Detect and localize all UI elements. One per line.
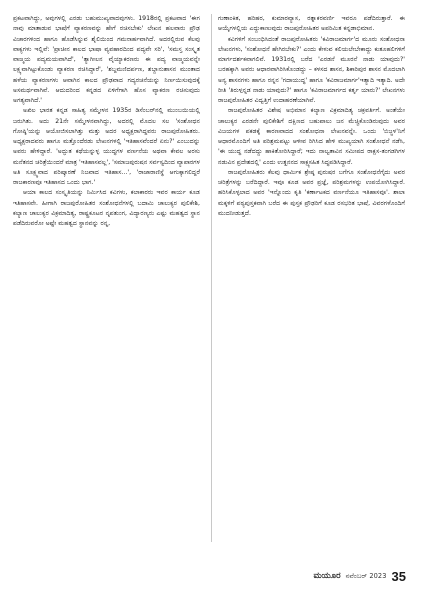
paragraph: ರಾಜಪುರೋಹಿತರು ಕೆಲವು ಧಾರ್ಮಿಕ ಶ್ರೇಷ್ಠ ಪುರುಷರ ಬಗೆಗೂ ಸಂಶೋಧನೆಗೈದು ಅವರ ಚರಿತ್ರೆಗಳನ್ನು ಬರೆದಿದ್ದಾರೆ. ಇವೂ ಕೂಡ ಅವರ ಪ್ರಜ್ಞೆ, ಪರಿಶ್ರಮಗಳನ್ನು ಉಪಯೋಗಿಸಿದ್ದಾರೆ. ಹರಿಸಿಕೊಳ್ಳಲಾದ ಅವರ 'ಇನ್ನೊಂದು ಕೃತಿ 'ಕರ್ಣಾಟಕದ ವರ್ಣನೆಯೂ ಇತಿಹಾಸವೂ'. ಶಾಲಾ ಮಕ್ಕಳಿಗೆ ಪಠ್ಯಪುಸ್ತಕವಾಗಿ ಬರೆದ ಈ ಪುಸ್ತಕ ಪ್ರೌಢರಿಗೆ ಕೂಡ ರಸಭರಿತ ಭಾಷೆ, ವಿವರಗಳೊಂದಿಗೆ ಮುದನೀಡುತ್ತದೆ. (218, 168, 405, 217)
paragraph: ಅಖಿಲ ಭಾರತ ಕನ್ನಡ ಸಾಹಿತ್ಯ ಸಮ್ಮೇಳನ 1935ರ ಡಿಸೆಂಬರ್‌ನಲ್ಲಿ ಮುಂಬಯಿಯಲ್ಲಿ ಜರುಗಿತು. ಅದು 21ನೇ ಸಮ್ಮೇಳನವಾಗಿದ್ದು, ಅದರಲ್ಲಿ ಮೊದಲ ಸಲ 'ಸಂಶೋಧನ ಗೋಷ್ಠಿ'ಯನ್ನು ಆಯೋಜಿಸಲಾಗಿತ್ತು ಮತ್ತು ಅದರ ಅಧ್ಯಕ್ಷರಾಗಿದ್ದವರು ರಾಜಪುರೋಹಿತರು. ಅಧ್ಯಕ್ಷರಾದವರು ಹಾಗೂ ಮತ್ತೊಂದೆರಡು ಲೇಖನಗಳಲ್ಲಿ 'ಇತಿಹಾಸವೆಂದರೆ ಏನು?' ಎಂಬುದನ್ನು ಅವರು ಹೇಳಿದ್ದಾರೆ. 'ಅದ್ಭುತ ಕಥೆಯನ್ನುಳ್ಳ ಯುದ್ಧಗಳ ವರ್ಣನೆಯ ಅಥವಾ ಕೇವಲ ಅರಸು ಮನೆತನದ ಚರಿತ್ರೆಯಿಂದರೆ ಮಾತ್ರ 'ಇತಿಹಾಸವಲ್ಲ', 'ಸಮಾಜಪುರುಷನ ಸರ್ವಸ್ವದಿಂದ ವ್ಯಾಪಾರಗಳ ಅತಿ ಸೂಕ್ಷ್ಮವಾದ ಪರಿಷ್ಕಾರಣೆ ನಿಜವಾದ ಇತಿಹಾಸ...', 'ರಾಜಾರಾಣಿಸ್ಥೆ ಆಗುಕ್ಕಾಗಲಿದ್ದರೆ ರಾಜಕಾರಣವೂ ಇತಿಹಾಸದ ಒಂದು ಭಾಗ.' (13, 107, 200, 186)
left-column (13, 14, 200, 542)
paragraph: ಪ್ರಕಟವಾಗಿದ್ದು, ಅವುಗಳಲ್ಲಿ ಎರಡು ಬಹುಮುಖ್ಯವಾದವುಗಳು. 1918ರಲ್ಲಿ ಪ್ರಕಟವಾದ 'ಈಗ ನಾವು ಮಾತಾಡುವ ಭಾಷೆಗೆ ವ್ಯಾಕರಣವನ್ನು ಹೇಗೆ ರಚಿಸಬೇಕು' ಲೇಖನ ಹಲವಾರು ಪ್ರೌಢ ವಿಚಾರಗಳಿಂದ ಹಾಗೂ ಹೊಡೆಸಿನ್ನುವ ಶೈಲಿಯಿಂದ ಗಮನಾರ್ಹವಾಗಿದೆ. ಅದರಲ್ಲಿರುವ ಕೆಲವು ವಾಕ್ಯಗಳು ಇಲ್ಲಿವೆ: 'ಪ್ರಾಚೀನ ಕಾಲದ ಭಾಷಾ ವ್ಯವಹಾರದಿಂದ ಪದ್ಯವೇ ಸರಿ', 'ಸಮಸ್ತ ಸಂಸ್ಕೃತ ವಾಙ್ಮಯ ಪದ್ಯಮಯವಾಗಿದೆ', 'ತ್ಯಾಗೀಲನ ವೈಯ್ಯಾಕರಣರು ಈ ಪದ್ಯ ವಾಙ್ಮಯವನ್ನೇ ಲಕ್ಷ್ಯವಾಗಿಟ್ಟುಕೊಂಡು ವ್ಯಾಕರಣ ರಚಿಸಿದ್ದಾರೆ', 'ಶಬ್ದಮಣಿದರ್ಪಣ, ಶಬ್ದಾನುಶಾಸನ ಮುಂತಾದ ಹಳೆಯ ವ್ಯಾಕರಣಗಳು ಆವಾಗಿನ ಕಾಲದ ಪ್ರೌಢವಾದ ಗದ್ಯರಚನೆಯನ್ನು ನಿರ್ಣಯಿಸುವುದಕ್ಕೆ ಅಸಮರ್ಥವಾಗಿವೆ. ಆದುದರಿಂದ ಕನ್ನಡದ ಏಳಿಗೆಗಾಗಿ ಹೊಸ ವ್ಯಾಕರಣ ರಚಿಸುವುದು ಅಗತ್ಯವಾಗಿದೆ.' (13, 15, 200, 104)
page-number: 35 (391, 568, 406, 584)
paragraph: ಆಯಾ ಕಾಲದ ಸಂಸ್ಕೃತಿಯನ್ನು ನಿರ್ಮಿಸಿದ ಕವಿಗಳು, ಕಲಾಕಾರರು ಇವರ ಕಾರ್ಯ ಕೂಡ ಇತಿಹಾಸವೇ. ಹೀಗಾಗಿ ರಾಜಪುರೋಹಿತರ ಸಂಶೋಧನೆಗಳಲ್ಲಿ ಬದಾಮಿ ಚಾಲುಕ್ಯರ ಪುಲಿಕೇಶಿ, ಕಲ್ಯಾಣ ಚಾಲುಕ್ಯರ ವಿಕ್ರಮಾದಿತ್ಯ, ರಾಷ್ಟ್ರಕೂಟರ ನೃಪತುಂಗ, ವಿದ್ಯಾರಣ್ಯರು ಎಷ್ಟು ಮಹತ್ವದ ಸ್ಥಾನ ಪಡೆದಿರುವರೋ ಅಷ್ಟೇ ಮಹತ್ವದ ಸ್ಥಾನವನ್ನು ರನ್ನ, (13, 189, 200, 227)
magazine-name: ಮಯೂರ (313, 571, 341, 581)
column-divider (211, 14, 212, 542)
paragraph: ಕವಿಗಳಿಗೆ ಸಂಬಂಧಿಸಿದಂತೆ ರಾಜಪುರೋಹಿತರು 'ಕವಿರಾಜಮಾರ್ಗ'ದ ಮೂರು ಸಂಶೋಧನಾ ಲೇಖನಗಳು, 'ಸಂಶೋಧನೆ ಹೇಗಿರಬೇಕು?' ಎಂದು ಕೇಳುವ ಕಲಿಯಲೇಬೇಕಾದ್ದು ಕುತೂಹಲಿಗಳಿಗೆ ಮಾರ್ಗದರ್ಶಕವಾಗಲಿವೆ. 1931ರಲ್ಲಿ ಬರೆದ 'ಎರಡನೆ ಮೂರನೆ ನಾಡು ಯಾವುದು?' ಬರಹಕ್ಕಾಗಿ ಅವರು ಆಧಾರವಾಗಿರಿಸಿಕೊಂಡದ್ದು – ಕಳಸದ ಶಾಸನ, ಶಿಕಾರಿಪುರ ಶಾಸನ ಮೊದಲಾಗಿ ಅನ್ಯ ಶಾಸನಗಳು ಹಾಗೂ ರನ್ನನ 'ಗದಾಯುದ್ಧ' ಹಾಗೂ 'ಕವಿರಾಜಮಾರ್ಗ'ಇತ್ಯಾದಿ ಇತ್ಯಾದಿ. ಅದೇ ರೀತಿ 'ತಿರುಳ್ಗನ್ನಡ ನಾಡು ಯಾವುದು?' ಹಾಗೂ 'ಕವಿರಾಜಮಾರ್ಗದ ಕರ್ತೃ ಯಾರು?' ಲೇಖನಗಳು ರಾಜಪುರೋಹಿತರ ವಿದ್ವತ್ತಿಗೆ ಉದಾಹರಣೆಯಾಗಿವೆ. (218, 35, 405, 104)
page-footer (313, 566, 406, 586)
issue-date: ನವೆಂಬರ್ 2023 (345, 571, 387, 580)
paragraph: ರಾಜಪುರೋಹಿತರ ವಿಶೇಷ ಅಭಿಮಾನ ಕಲ್ಯಾಣ ವಿಕ್ರಮಾದಿತ್ಯ ಚಕ್ರವರ್ತಿಗೆ. ಅಂತೆಯೇ ಚಾಲುಕ್ಯರ ಎರಡನೇ ಪುಲಿಕೇಶಿಗೆ ದಕ್ಷಿಣದ ಬಹುಪಾಲು ಜನ ಮೆಚ್ಚಿಕೊಂಡಿರುವುದು ಅವರ ವಿಜಯಗಳ ಪಕಡಕ್ಕೆ ಕಾರಣವಾದದ ಸಂಶೋಧನಾ ಲೇಖನವನ್ನೇ. ಒಂದು 'ಬಿಜ್ಜಳ'ನಿಗೆ ಆಧಾರಮೊಂದಿಗೆ ಅತಿ ಪರಿಶ್ರಮಪಟ್ಟು ಆಳೀವ ರಿಗಿಸಿದ ಹೇಳಿ ಮುಖ್ಯಯಾಗಿ ಸಂಶೋಧನೆ ನಡೆಸಿ, 'ಈ ಯುದ್ಧ ನಡೆದದ್ದು ಹಾಕಿತೋರಿಸಿದ್ದಾರೆ; ಇದು ನಾಲ್ವತಾವಿನ ಸಮೀಪದ ರಾಕ್ಷಸ-ತಂಗಡಗಿಗಳ ನಡುವಿನ ಪ್ರದೇಶದಲ್ಲಿ' ಎಂದು ಉತ್ಖನನದ ಸಾಕ್ಷ್ಯಸಹಿತ ಸಿದ್ಧಪಡಿಸಿದ್ದಾರೆ. (218, 107, 405, 166)
right-column (218, 14, 405, 542)
paragraph: ಗುಣಾಂಕಿತ, ಹರಿಹರ, ಕುಮಾರವ್ಯಾಸ, ರತ್ನಾಕರವರ್ಣಿ ಇವರೂ ಪಡೆದಿರುತ್ತಾರೆ. ಈ ಆಯ್ಕೆಗಳಲ್ಲಿಯ ಎದ್ದುಕಾಣುವುದು ರಾಜಪುರೋಹಿತರ ಅಪರಿಮಿತ ಕನ್ನಡಾಭಿಮಾನ. (218, 15, 405, 33)
